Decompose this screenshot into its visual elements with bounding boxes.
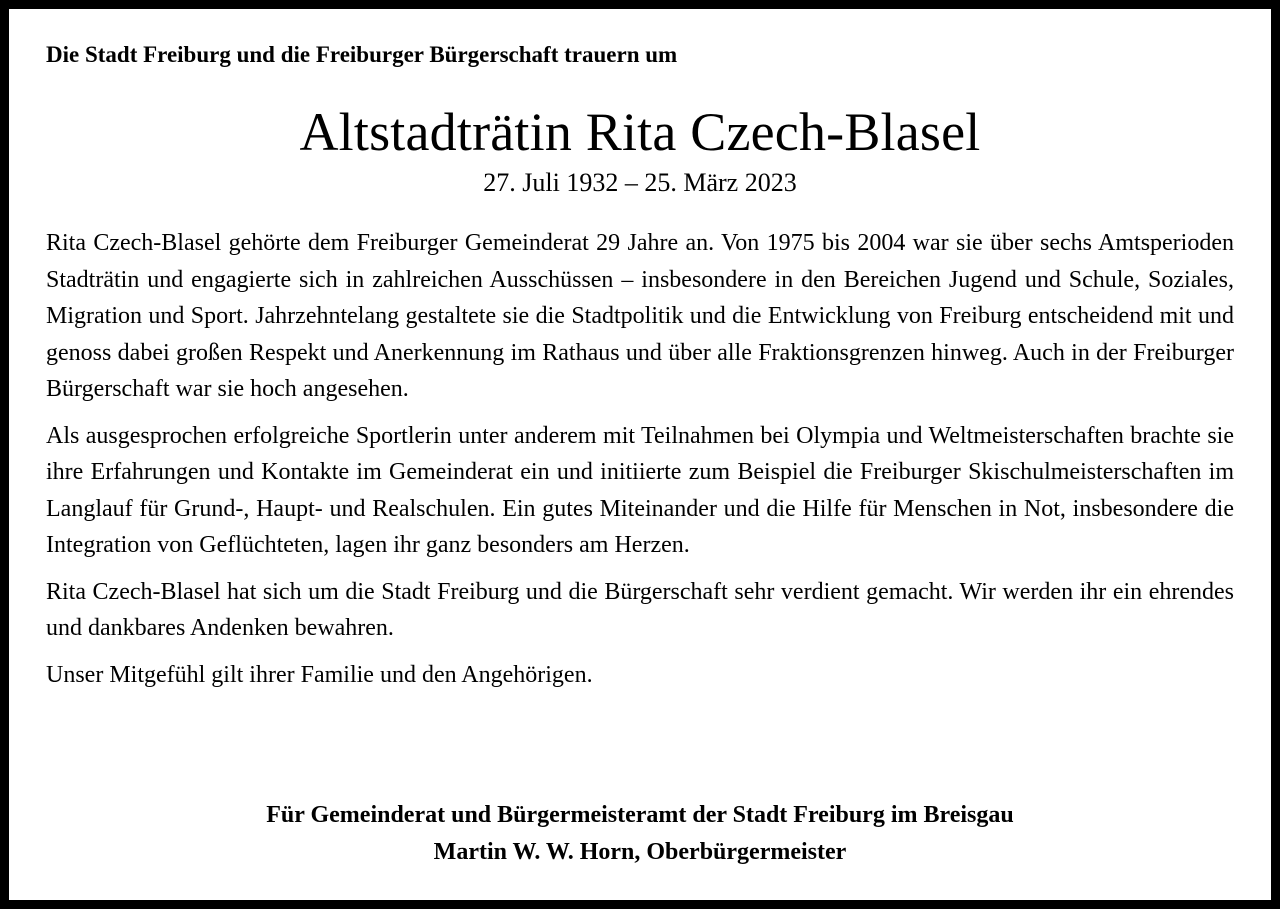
paragraph-merit: Rita Czech-Blasel hat sich um die Stadt Freiburg und die Bürgerschaft sehr verdient gemacht. Wir werden ihr ein ehrendes und dankbares Andenken bewahren.: [46, 578, 1234, 641]
paragraph-career: Rita Czech-Blasel gehörte dem Freiburger Gemeinderat 29 Jahre an. Von 1975 bis 2004 war sie über sechs Amtsperioden Stadträtin und engagierte sich in zahlreichen Ausschüssen – insbesondere in den Bereichen Jugend und Schule, Soziales, Migration und Sport. Jahrzehntelang gestaltete sie die Stadtpolitik und die Entwicklung von Freiburg entscheidend mit und genoss dabei großen Respekt und Anerkennung im Rathaus und über alle Fraktionsgrenzen hinweg. Auch in der Freiburger Bürgerschaft war sie hoch angesehen.: [46, 230, 1234, 402]
deceased-name: Altstadträtin Rita Czech-Blasel: [299, 102, 981, 162]
paragraph-condolence: Unser Mitgefühl gilt ihrer Familie und den Angehörigen.: [46, 661, 593, 688]
obituary-body: [46, 225, 1234, 703]
signature-block: [9, 797, 1271, 871]
signature-institution: Für Gemeinderat und Bürgermeisteramt der Stadt Freiburg im Breisgau: [266, 802, 1014, 828]
signature-mayor: Martin W. W. Horn, Oberbürgermeister: [433, 839, 847, 865]
obituary-notice: [9, 9, 1271, 900]
life-dates: 27. Juli 1932 – 25. März 2023: [483, 168, 797, 197]
intro-line: Die Stadt Freiburg und die Freiburger Bürgerschaft trauern um: [46, 42, 678, 67]
paragraph-sport: Als ausgesprochen erfolgreiche Sportlerin unter anderem mit Teilnahmen bei Olympia und Weltmeisterschaften brachte sie ihre Erfahrungen und Kontakte im Gemeinderat ein und initiierte zum Beispiel die Freiburger Skischulmeisterschaften im Langlauf für Grund-, Haupt- und Realschulen. Ein gutes Miteinander und die Hilfe für Menschen in Not, insbesondere die Integration von Geflüchteten, lagen ihr ganz besonders am Herzen.: [46, 422, 1234, 558]
